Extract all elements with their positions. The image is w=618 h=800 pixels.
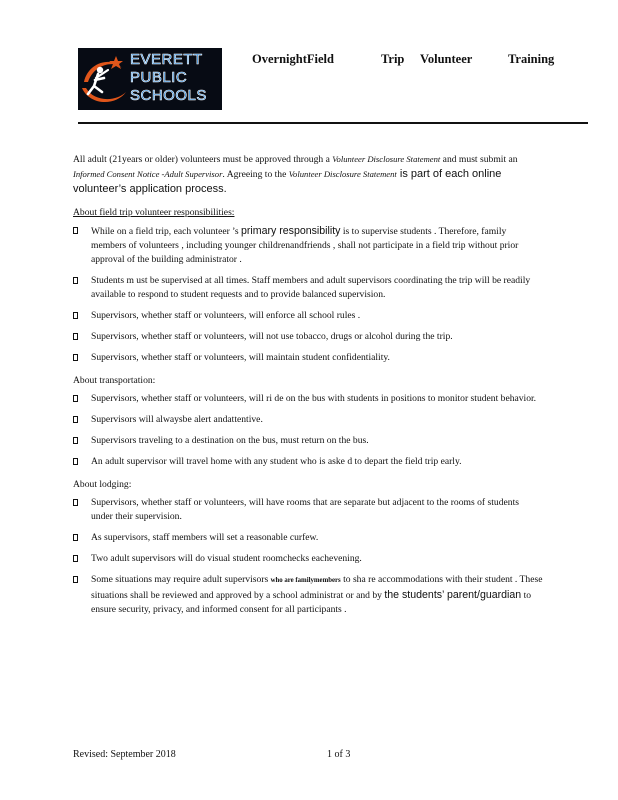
intro-text-1: All adult (21years or older) volunteers must be approved through a (73, 154, 333, 165)
checkbox-bullet-icon (73, 227, 78, 234)
primary-responsibility-text: primary responsibility (240, 225, 341, 237)
section-heading-responsibilities: About field trip volunteer responsibilities: (73, 207, 235, 218)
responsibilities-list (73, 224, 543, 365)
checkbox-bullet-icon (73, 437, 78, 444)
checkbox-bullet-icon (73, 499, 78, 506)
intro-paragraph (73, 152, 543, 197)
informed-consent-notice-ref: Informed Consent Notice -Adult Supervisor (73, 169, 223, 179)
checkbox-bullet-icon (73, 312, 78, 319)
title-part-training: Training (508, 52, 555, 66)
logo-line-schools: SCHOOLS (130, 87, 207, 104)
logo-line-everett: EVERETT (130, 51, 203, 68)
checkbox-bullet-icon (73, 333, 78, 340)
list-item: Supervisors traveling to a destination on the bus, must return on the bus. (73, 434, 543, 448)
intro-text-3: . Agreeing to the (222, 169, 289, 180)
list-item: As supervisors, staff members will set a reasonable curfew. (73, 531, 543, 545)
intro-text-4: is part of each online volunteer’s application process. (73, 168, 502, 195)
logo-wordmark (130, 51, 222, 105)
school-logo (78, 48, 222, 110)
logo-line-public: PUBLIC (130, 69, 188, 86)
list-item: Supervisors, whether staff or volunteers, will not use tobacco, drugs or alcohol during the trip. (73, 330, 543, 344)
list-item: Supervisors, whether staff or volunteers, will have rooms that are separate but adjacent to the rooms of students under their supervision. (73, 496, 543, 524)
checkbox-bullet-icon (73, 576, 78, 583)
list-item: Two adult supervisors will do visual student roomchecks eachevening. (73, 552, 543, 566)
intro-text-2: and must submit an (440, 154, 518, 165)
header-divider (78, 122, 588, 124)
list-item: Supervisors, whether staff or volunteers, will enforce all school rules . (73, 309, 543, 323)
volunteer-disclosure-statement-ref-2: Volunteer Disclosure Statement (288, 169, 397, 179)
list-item: Supervisors, whether staff or volunteers, will ri de on the bus with students in positions to monitor student behavior. (73, 392, 543, 406)
list-item: Supervisors, whether staff or volunteers, will maintain student confidentiality. (73, 351, 543, 365)
section-heading-lodging: About lodging: (73, 479, 132, 490)
checkbox-bullet-icon (73, 555, 78, 562)
volunteer-disclosure-statement-ref: Volunteer Disclosure Statement (332, 154, 441, 164)
checkbox-bullet-icon (73, 416, 78, 423)
checkbox-bullet-icon (73, 534, 78, 541)
list-item: While on a field trip, each volunteer ’s primary responsibility is to supervise students . Therefore, family members of volunteers , including younger childrenandfriends , shall not participate in a field trip without prior approval of the building administrator . (73, 224, 543, 267)
checkbox-bullet-icon (73, 354, 78, 361)
title-part-volunteer: Volunteer (420, 52, 473, 66)
document-body (73, 152, 543, 624)
checkbox-bullet-icon (73, 395, 78, 402)
family-members-text: who are familymembers (270, 577, 341, 584)
title-part-trip: Trip (381, 52, 405, 66)
section-heading-transportation: About transportation: (73, 375, 156, 386)
transportation-list (73, 392, 543, 469)
revised-date: Revised: September 2018 (73, 749, 176, 760)
lodging-list (73, 496, 543, 617)
list-item: An adult supervisor will travel home with any student who is aske d to depart the field trip early. (73, 455, 543, 469)
title-part-overnight: OvernightField (252, 52, 334, 66)
checkbox-bullet-icon (73, 277, 78, 284)
checkbox-bullet-icon (73, 458, 78, 465)
list-item: Some situations may require adult supervisors who are familymembers to sha re accommodations with their student . These situations shall be reviewed and approved by a school administrat or and by the students’ parent/guardian to ensure security, privacy, and informed consent for all participants . (73, 573, 543, 617)
list-item: Supervisors will alwaysbe alert andattentive. (73, 413, 543, 427)
list-item: Students m ust be supervised at all times. Staff members and adult supervisors coordinating the trip will be readily available to respond to student requests and to provide balanced supervision. (73, 274, 543, 302)
page-number: 1 of 3 (327, 749, 351, 760)
parent-guardian-text: the students’ parent/guardian (384, 589, 522, 601)
